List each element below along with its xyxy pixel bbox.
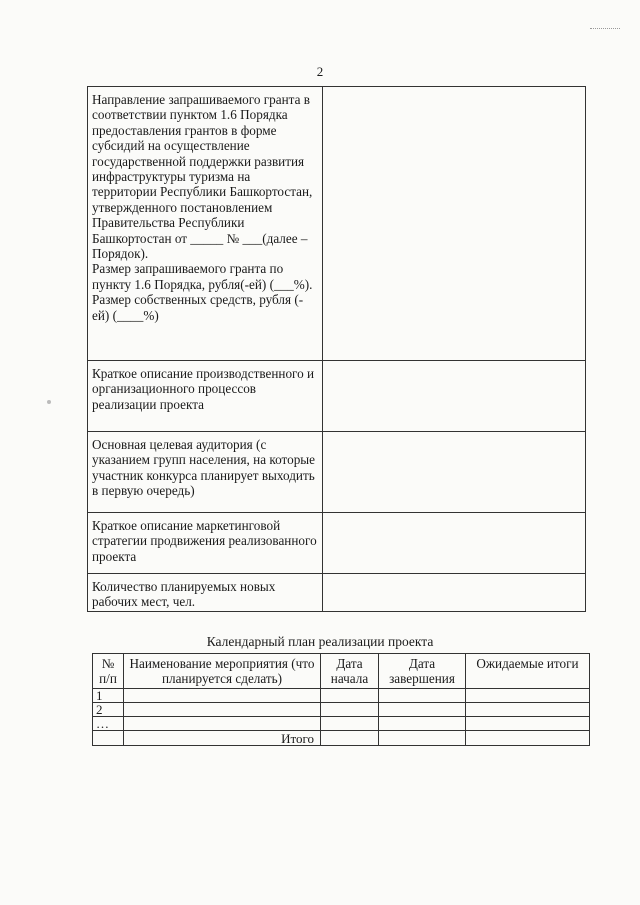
plan-cell-start[interactable] <box>321 703 379 717</box>
plan-total-label: Итого <box>124 731 321 746</box>
form-row-label <box>88 574 323 612</box>
plan-row <box>93 717 590 731</box>
form-label-paragraph: Направление запрашиваемого гранта в соответствии пунктом 1.6 Порядка предоставления грантов в форме субсидий на осуществление государственной поддержки развития инфраструктуры туризма на территории Республики Башкортостан, утвержденного постановлением Правительства Республики Башкортостан от _____ № ___(далее – Порядок). <box>92 92 313 262</box>
plan-header-row <box>93 654 590 689</box>
plan-row <box>93 689 590 703</box>
plan-cell-end[interactable] <box>379 703 466 717</box>
plan-cell-num: … <box>93 717 124 731</box>
header-end-date: Дата завершения <box>379 654 466 689</box>
form-row-label <box>88 432 323 513</box>
form-label-paragraph: Количество планируемых новых рабочих мест, чел. <box>92 579 276 610</box>
plan-cell-result[interactable] <box>466 717 590 731</box>
form-row-label <box>88 87 323 361</box>
form-row-value-cell[interactable] <box>323 574 586 612</box>
application-form-table <box>87 86 586 612</box>
form-label-paragraph: Размер запрашиваемого гранта по пункту 1.6 Порядка, рубля(-ей) (___%). <box>92 261 313 292</box>
form-label-paragraph: Краткое описание производственного и организационного процессов реализации проекта <box>92 366 315 412</box>
plan-cell-result[interactable] <box>466 689 590 703</box>
header-activity-name: Наименование мероприятия (что планируется сделать) <box>124 654 321 689</box>
plan-cell-name[interactable] <box>124 689 321 703</box>
plan-total-row <box>93 731 590 746</box>
form-row <box>88 574 586 612</box>
header-start-date: Дата начала <box>321 654 379 689</box>
header-number: № п/п <box>93 654 124 689</box>
plan-total-blank <box>93 731 124 746</box>
plan-cell-name[interactable] <box>124 703 321 717</box>
form-row-value-cell[interactable] <box>323 513 586 574</box>
form-row <box>88 361 586 432</box>
form-row-value-cell[interactable] <box>323 361 586 432</box>
page-number: 2 <box>316 64 324 79</box>
plan-cell-start[interactable] <box>321 717 379 731</box>
plan-cell-start[interactable] <box>321 689 379 703</box>
calendar-plan-title: Календарный план реализации проекта <box>206 634 434 649</box>
scan-artifact <box>47 400 51 404</box>
plan-cell-result[interactable] <box>466 703 590 717</box>
plan-cell-end[interactable] <box>379 689 466 703</box>
form-row-label <box>88 513 323 574</box>
plan-cell-num: 1 <box>93 689 124 703</box>
plan-total-start[interactable] <box>321 731 379 746</box>
plan-cell-end[interactable] <box>379 717 466 731</box>
plan-total-result[interactable] <box>466 731 590 746</box>
form-row <box>88 87 586 361</box>
plan-total-end[interactable] <box>379 731 466 746</box>
form-row <box>88 432 586 513</box>
form-row <box>88 513 586 574</box>
calendar-plan-table <box>92 653 590 746</box>
header-expected-results: Ожидаемые итоги <box>466 654 590 689</box>
plan-row <box>93 703 590 717</box>
form-label-paragraph: Краткое описание маркетинговой стратегии продвижения реализованного проекта <box>92 518 317 564</box>
form-row-value-cell[interactable] <box>323 87 586 361</box>
scan-artifact <box>590 28 620 29</box>
plan-cell-num: 2 <box>93 703 124 717</box>
form-row-label <box>88 361 323 432</box>
plan-cell-name[interactable] <box>124 717 321 731</box>
form-row-value-cell[interactable] <box>323 432 586 513</box>
form-label-paragraph: Размер собственных средств, рубля (-ей) (____%) <box>92 292 304 323</box>
form-label-paragraph: Основная целевая аудитория (с указанием групп населения, на которые участник конкурса планирует выходить в первую очередь) <box>92 437 316 499</box>
